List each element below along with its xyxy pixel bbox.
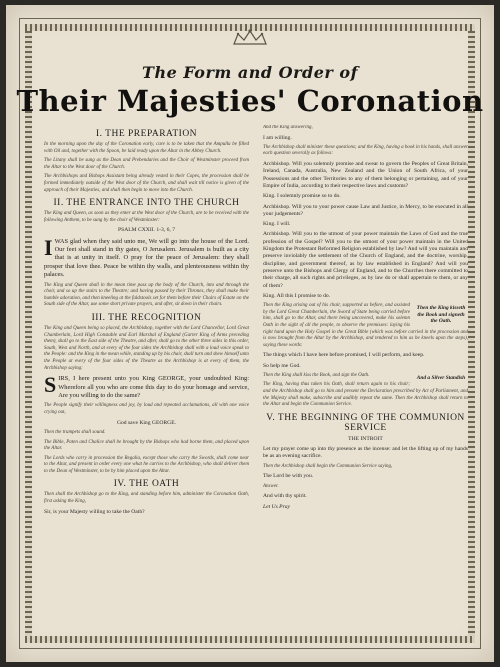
rubric-paragraph: The King and Queen, as soon as they enter at the West door of the Church, are to be received with the following Anthem, to be sung by the choir of Westminster: bbox=[44, 211, 249, 223]
text-paragraph: The Lord be with you. bbox=[263, 473, 314, 480]
anthem-body: WAS glad when they said unto me, We will go into the house of the Lord. Our feet shall stand in thy gates, O Jerusalem. Jerusalem is built as a city that is at unity in itself. O pray for the peace of Jerusalem: they shall prosper that love thee. Peace be within thy walls, and plenteousness within thy palaces. bbox=[44, 237, 249, 279]
body-columns bbox=[44, 125, 468, 640]
section-heading-preparation: I. THE PREPARATION bbox=[95, 129, 198, 139]
drop-cap: I bbox=[44, 234, 53, 260]
rubric-paragraph: Then the King arising out of his chair, supported as before, and assisted by the Lord Great Chamberlain, the Sword of State being carried before him, shall go to the Altar, and there being uncovered, make his solemn Oath in the sight of all the people, to observe the premisses: laying his right hand upon the Holy Gospel in the Great Bible (which was before carried in the procession and is now brought from the Altar by the Archbishop, and tendered to him as he kneels upon the steps), saying these words: bbox=[263, 303, 468, 348]
text-paragraph: Archbishop. Will you solemnly promise and swear to govern the Peoples of Great Britain, Ireland, Canada, Australia, New Zealand and the Union of South Africa, of your Possessions and the other Territories to any of them belonging or pertaining, and of your Empire of India, according to their respective laws and customs? bbox=[263, 161, 468, 189]
right-column bbox=[263, 125, 468, 640]
text-paragraph: Archbishop. Will you to your power cause Law and Justice, in Mercy, to be executed in all your judgements? bbox=[263, 203, 468, 217]
left-column bbox=[44, 125, 249, 640]
rubric-paragraph: The People signify their willingness and joy, by loud and repeated acclamations, all with one voice crying out, bbox=[44, 403, 249, 416]
anthem-text bbox=[44, 234, 249, 280]
text-paragraph: And with thy spirit. bbox=[263, 493, 307, 500]
document-subtitle: The Form and Order of bbox=[142, 63, 358, 82]
rubric-paragraph: The Archbishop shall minister these questions; and the King, having a book in his hands, shall answer each question severally as follows: bbox=[263, 144, 468, 157]
document-page bbox=[6, 5, 494, 662]
section-heading-communion: V. THE BEGINNING OF THE COMMUNION SERVICE bbox=[266, 412, 465, 433]
document-title: Their Majesties' Coronation bbox=[16, 84, 484, 118]
psalm-reference: PSALM CXXII. 1-3, 6, 7 bbox=[117, 227, 176, 234]
rubric-paragraph: Then the Archbishop shall begin the Communion Service saying, bbox=[263, 463, 393, 469]
text-paragraph: King. All this I promise to do. bbox=[263, 292, 331, 299]
recognition-body: IRS, I here present unto you King GEORGE, your undoubted King: Wherefore all you who are come this day to do your homage and service, Are you willing to do the same? bbox=[58, 375, 249, 400]
text-paragraph: King. I will. bbox=[263, 221, 291, 228]
closing-line: Let Us Pray bbox=[263, 503, 291, 510]
rubric-paragraph: The Litany shall be sung as the Dean and Prebendaries and the Choir of Westminster proceed from the Altar to the West door of the Church. bbox=[44, 158, 249, 170]
marginal-note: And a Silver Standish bbox=[416, 374, 466, 381]
crown-ornament-icon bbox=[230, 28, 270, 46]
rubric-paragraph: The King and Queen being so placed, the Archbishop, together with the Lord Chancellor, Lord Great Chamberlain, Lord High Constable and Earl Marshal of England (Garter King of Arms preceding them), shall go to the East side of the Theatre, and after, shall go to the other three sides in this order, South, West and North, and at every of the four sides the Archbishop shall with a loud voice speak to the People: and the King in the mean while, standing up by his chair, shall turn and shew himself unto the People at every of the four sides of the Theatre as the Archbishop is at every of them, the Archbishop saying: bbox=[44, 326, 249, 371]
introit-text: Let my prayer come up into thy presence as the incense: and let the lifting up of my hands be as an evening sacrifice. bbox=[263, 446, 468, 460]
rubric-paragraph: Then the trumpets shall sound. bbox=[44, 429, 106, 435]
document-header bbox=[6, 63, 494, 118]
recognition-text bbox=[44, 372, 249, 400]
rubric-paragraph: And the King answering, bbox=[263, 125, 313, 130]
rubric-paragraph: The King and Queen shall in the mean time pass up the body of the Church, into and through the choir, and so up the stairs to the Theatre; and having passed by their Thrones, they shall make their humble adoration, and then kneeling at the faldstools set for them before their Chairs of Estate on the South side of the Altar, use some short private prayers, and after, sit down in their chairs. bbox=[44, 282, 249, 308]
rubric-paragraph: The Bible, Paten and Chalice shall be brought by the Bishops who had borne them, and placed upon the Altar. bbox=[44, 439, 249, 452]
section-heading-oath: IV. THE OATH bbox=[113, 479, 180, 490]
section-heading-entrance: II. THE ENTRANCE INTO THE CHURCH bbox=[53, 198, 240, 209]
rubric-paragraph: In the morning upon the day of the Coronation early, care is to be taken that the Ampulla be filled with Oil and, together with the Spoon, be laid ready upon the Altar in the Abbey Church. bbox=[44, 142, 249, 154]
oath-question: Sir, is your Majesty willing to take the Oath? bbox=[44, 508, 145, 515]
rubric-paragraph: Answer. bbox=[263, 483, 279, 489]
rubric-paragraph: The Archbishops and Bishops Assistant being already vested in their Copes, the procession shall be formed immediately outside of the West door of the Church, and shall wait till notice is given of the approach of their Majesties, and shall then begin to move into the Church. bbox=[44, 174, 249, 193]
section-heading-recognition: III. THE RECOGNITION bbox=[91, 313, 202, 324]
rubric-paragraph: Then shall the Archbishop go to the King, and standing before him, administer the Coronation Oath, first asking the King, bbox=[44, 492, 249, 505]
introit-heading: THE INTROIT bbox=[348, 435, 383, 442]
acclamation: God save King GEORGE. bbox=[116, 419, 177, 426]
drop-cap: S bbox=[44, 372, 57, 398]
rubric-paragraph: The King, having thus taken his Oath, shall return again to his chair; and the Archbishop shall go to him and present the Declaration prescribed by Act of Parliament, and the Majesty shall make, subscribe and audibly repeat the same. Then the Archbishop shall return to the Altar and begin the Communion Service. bbox=[263, 382, 468, 408]
text-paragraph: The things which I have here before promised, I will perform, and keep. bbox=[263, 352, 425, 359]
marginal-note: Then the King kisseth the Book and signeth the Oath. bbox=[416, 305, 466, 325]
text-paragraph: So help me God. bbox=[263, 362, 301, 369]
text-paragraph: Archbishop. Will you to the utmost of your power maintain the Laws of God and the true profession of the Gospel? Will you to the utmost of your power maintain in the United Kingdom the Protestant Reformed Religion established by law? And will you maintain and preserve inviolably the settlement of the Church of England, and the doctrine, worship, discipline, and government thereof, as by law established in England? And will you preserve unto the Bishops and Clergy of England, and to the Churches there committed to their charge, all such rights and privileges, as by law do or shall appertain to them, or any of them? bbox=[263, 231, 468, 289]
text-paragraph: I am willing. bbox=[263, 134, 292, 141]
rubric-paragraph: The Lords who carry in procession the Regalia, except those who carry the Swords, shall come near to the Altar, and present in order every one what he carries to the Archbishop, who shall deliver them to the Dean of Westminster, to be by him placed upon the Altar. bbox=[44, 455, 249, 474]
rubric-paragraph: Then the King shall kiss the Book, and sign the Oath. bbox=[263, 372, 370, 378]
text-paragraph: King. I solemnly promise so to do. bbox=[263, 193, 341, 200]
